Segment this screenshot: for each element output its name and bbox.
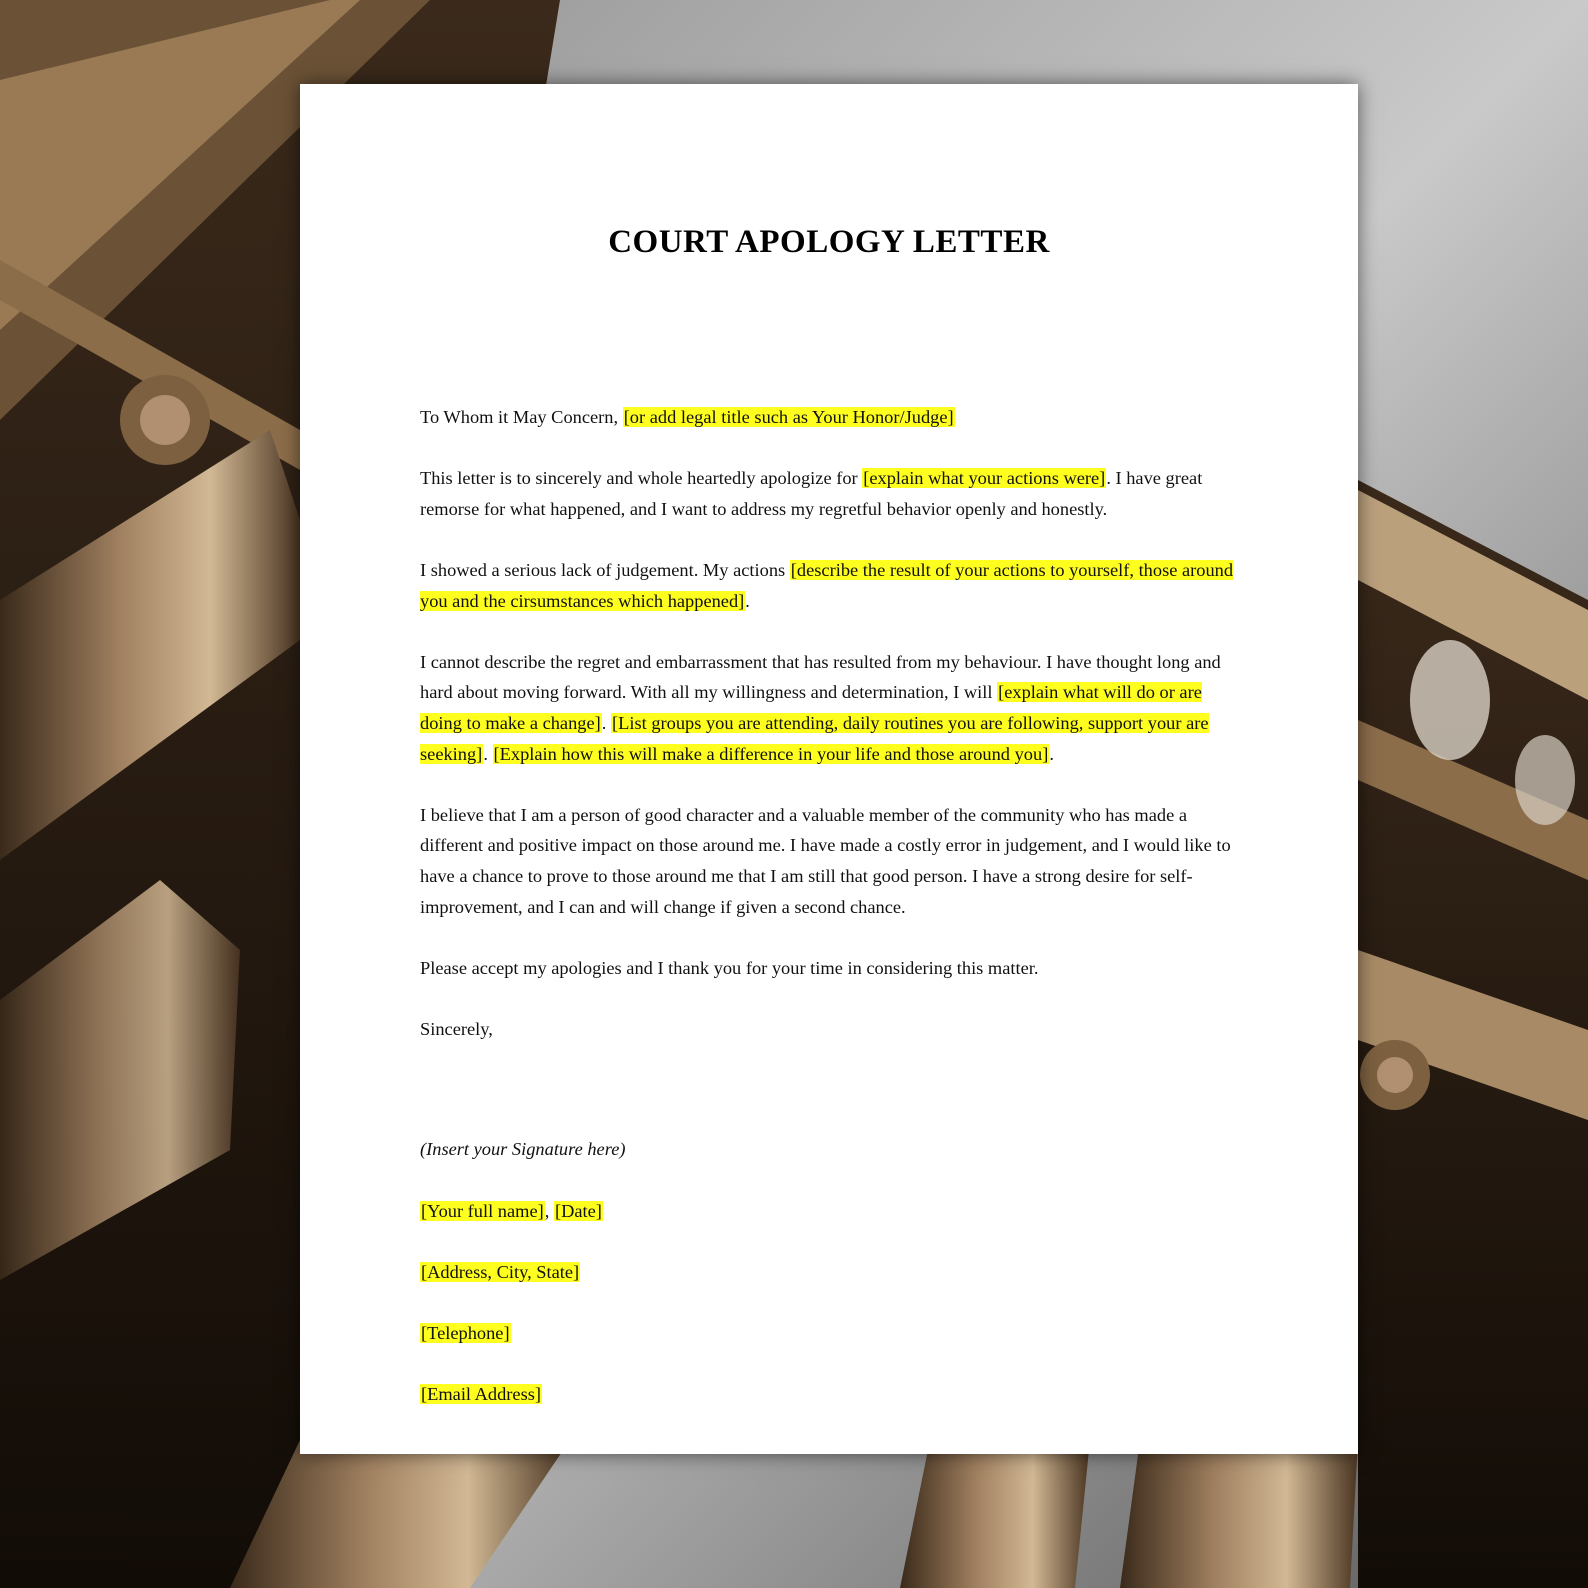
full-name-placeholder: [Your full name] (421, 1200, 544, 1221)
paragraph-accept: Please accept my apologies and I thank you for your time in considering this matter. (420, 957, 1039, 978)
greeting-text: To Whom it May Concern, (420, 407, 623, 427)
letter-page (300, 84, 1358, 1454)
paragraph-judgement (420, 555, 1240, 616)
para3-placeholder-2: [List groups you are attending, daily routines you are following, support your are seeking] (420, 712, 1209, 764)
paragraph-regret (420, 647, 1240, 769)
letter-body (420, 402, 1240, 1440)
letter-title: COURT APOLOGY LETTER (608, 224, 1050, 260)
greeting (420, 402, 1240, 433)
paragraph-apology (420, 463, 1240, 524)
email-placeholder: [Email Address] (421, 1384, 542, 1405)
para1-text-2: . I have great remorse for what happened, and I want to address my regretful behavior openly and honestly. (420, 468, 1203, 519)
contact-address (420, 1257, 1240, 1288)
contact-email (420, 1379, 1240, 1410)
telephone-placeholder: [Telephone] (421, 1323, 510, 1344)
para3-text-2: . (601, 712, 611, 733)
closing: Sincerely, (420, 1018, 493, 1039)
contact-telephone (420, 1318, 1240, 1349)
para3-text-3: . (483, 743, 493, 764)
para1-text-1: This letter is to sincerely and whole heartedly apologize for (420, 468, 863, 489)
para3-text-4: . (1049, 743, 1054, 764)
contact-name-date (420, 1196, 1240, 1227)
name-date-separator: , (544, 1200, 554, 1221)
address-placeholder: [Address, City, State] (421, 1261, 580, 1282)
date-placeholder: [Date] (554, 1200, 602, 1221)
para2-text-2: . (745, 590, 750, 611)
para3-text-1: I cannot describe the regret and embarrassment that has resulted from my behaviour. I have thought long and hard about moving forward. With all my willingness and determination, I will (420, 651, 1221, 703)
signature-placeholder: (Insert your Signature here) (420, 1139, 626, 1160)
para2-placeholder: [describe the result of your actions to yourself, those around you and the cirsumstances which happened] (420, 559, 1234, 611)
para2-text-1: I showed a serious lack of judgement. My actions (420, 559, 790, 580)
para3-placeholder-1: [explain what will do or are doing to make a change] (420, 682, 1202, 733)
greeting-placeholder: [or add legal title such as Your Honor/Judge] (623, 407, 954, 427)
paragraph-character: I believe that I am a person of good character and a valuable member of the community who has made a different and positive impact on those around me. I have made a costly error in judgement, and I would like to have a chance to prove to those around me that I am still that good person. I have a strong desire for self-improvement, and I can and will change if given a second chance. (420, 804, 1231, 917)
para1-placeholder: [explain what your actions were] (863, 468, 1106, 489)
para3-placeholder-3: [Explain how this will make a difference in your life and those around you] (493, 743, 1049, 764)
